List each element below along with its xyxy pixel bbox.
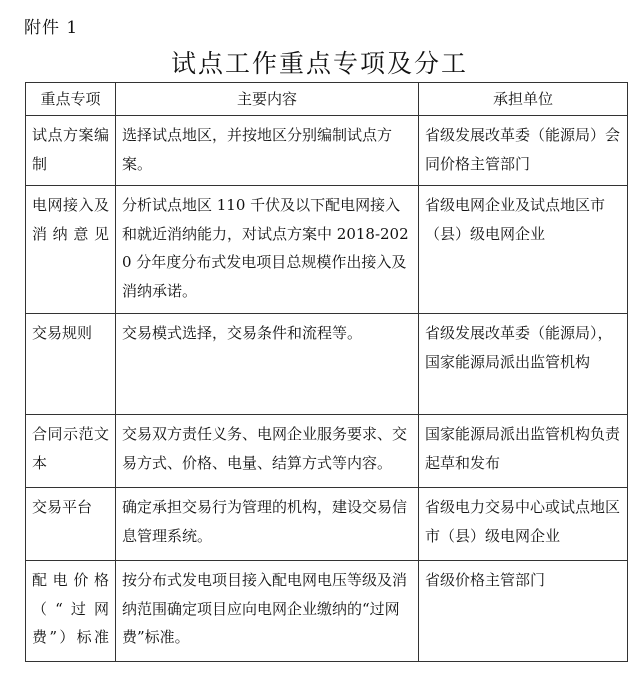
row-content: 交易双方责任义务、电网企业服务要求、交易方式、价格、电量、结算方式等内容。 (116, 415, 419, 488)
row-unit: 省级发展改革委（能源局）会同价格主管部门 (419, 116, 628, 186)
row-unit: 省级电网企业及试点地区市（县）级电网企业 (419, 186, 628, 314)
row-content: 分析试点地区 110 千伏及以下配电网接入和就近消纳能力，对试点方案中 2018-2020 分年度分布式发电项目总规模作出接入及消纳承诺。 (116, 186, 419, 314)
table-row (26, 186, 628, 314)
row-content: 按分布式发电项目接入配电网电压等级及消纳范围确定项目应向电网企业缴纳的“过网费”标准。 (116, 561, 419, 662)
row-item: 合同示范文本 (26, 415, 116, 488)
row-item: 电网接入及消纳意见 (26, 186, 116, 314)
row-content: 交易模式选择，交易条件和流程等。 (116, 314, 419, 415)
header-responsible-unit: 承担单位 (419, 83, 628, 116)
row-unit: 省级电力交易中心或试点地区市（县）级电网企业 (419, 488, 628, 561)
work-division-table (25, 82, 628, 662)
row-item: 配电价格（“过网费”）标准 (26, 561, 116, 662)
document-title: 试点工作重点专项及分工 (170, 49, 468, 78)
table-row (26, 488, 628, 561)
header-key-item: 重点专项 (26, 83, 116, 116)
table-row (26, 116, 628, 186)
header-main-content: 主要内容 (116, 83, 419, 116)
row-item: 试点方案编制 (26, 116, 116, 186)
table-row (26, 561, 628, 662)
row-item: 交易平台 (26, 488, 116, 561)
table-header-row (26, 83, 628, 116)
row-content: 选择试点地区，并按地区分别编制试点方案。 (116, 116, 419, 186)
table-row (26, 415, 628, 488)
row-content: 确定承担交易行为管理的机构，建设交易信息管理系统。 (116, 488, 419, 561)
table-row (26, 314, 628, 415)
row-unit: 国家能源局派出监管机构负责起草和发布 (419, 415, 628, 488)
row-item: 交易规则 (26, 314, 116, 415)
attachment-label: 附件 1 (24, 18, 79, 38)
row-unit: 省级价格主管部门 (419, 561, 628, 662)
row-unit: 省级发展改革委（能源局），国家能源局派出监管机构 (419, 314, 628, 415)
